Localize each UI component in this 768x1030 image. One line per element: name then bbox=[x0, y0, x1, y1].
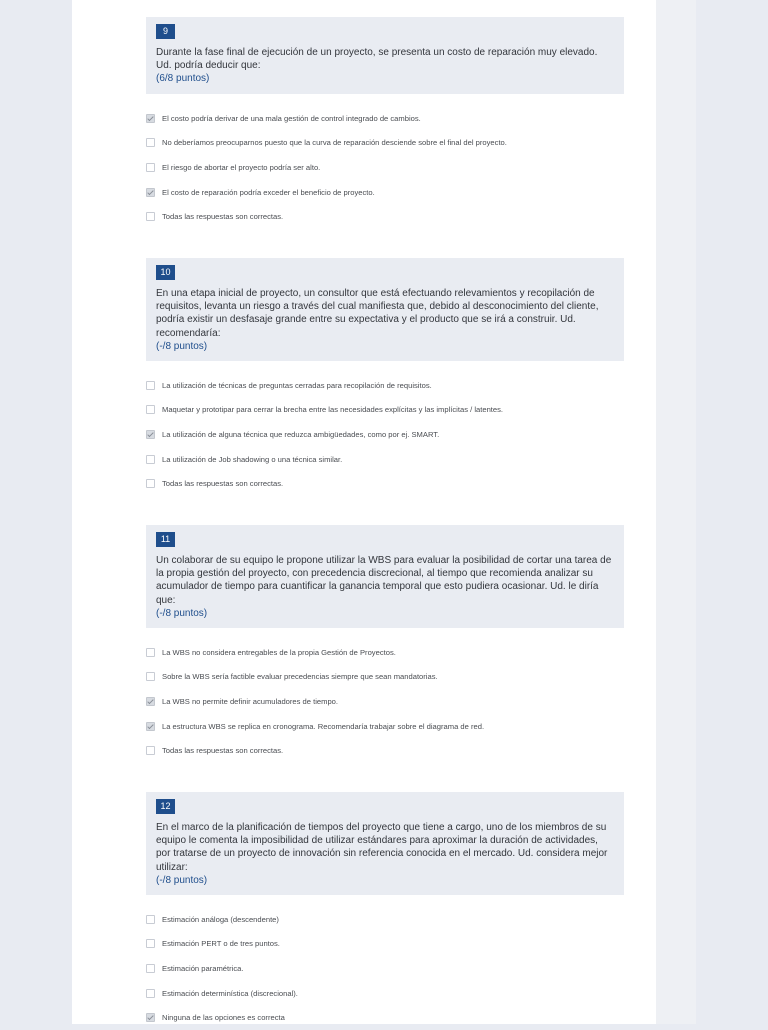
option[interactable] bbox=[146, 981, 624, 1006]
question-text: En el marco de la planificación de tiempos del proyecto que tiene a cargo, uno de los miembros de su equipo le comenta la imposibilidad de utilizar estándares para aproximar la duración de actividades, por tratarse de un proyecto de innovación sin referencia conocida en el mercado. Ud. considera mejor utilizar: bbox=[156, 822, 608, 873]
option-label: No deberíamos preocuparnos puesto que la curva de reparación desciende sobre el final del proyecto. bbox=[162, 138, 507, 148]
option[interactable] bbox=[146, 471, 624, 496]
option-label: Todas las respuestas son correctas. bbox=[162, 479, 284, 489]
option-label: La utilización de alguna técnica que reduzca ambigüedades, como por ej. SMART. bbox=[162, 429, 440, 439]
checkbox[interactable] bbox=[146, 163, 155, 172]
checkbox[interactable] bbox=[146, 648, 155, 657]
option[interactable] bbox=[146, 738, 624, 763]
option-label: Ninguna de las opciones es correcta bbox=[162, 1013, 285, 1023]
question-header bbox=[146, 17, 624, 94]
question-text: Durante la fase final de ejecución de un proyecto, se presenta un costo de reparación muy elevado. Ud. podría deducir que: bbox=[156, 47, 598, 72]
option-list bbox=[146, 640, 624, 763]
checkbox[interactable] bbox=[146, 138, 155, 147]
checkbox[interactable] bbox=[146, 939, 155, 948]
option[interactable] bbox=[146, 956, 624, 981]
option-label: Estimación determinística (discrecional). bbox=[162, 988, 298, 998]
option-label: La WBS no permite definir acumuladores de tiempo. bbox=[162, 696, 339, 706]
checkbox[interactable] bbox=[146, 672, 155, 681]
question-header bbox=[146, 792, 624, 895]
question-number: 11 bbox=[156, 532, 175, 547]
question-points: (6/8 puntos) bbox=[156, 73, 210, 85]
option-label: Maquetar y prototipar para cerrar la brecha entre las necesidades explícitas y las implícitas / latentes. bbox=[162, 405, 504, 415]
option[interactable] bbox=[146, 907, 624, 932]
checkbox[interactable] bbox=[146, 212, 155, 221]
question-number: 12 bbox=[156, 799, 175, 814]
option-label: La estructura WBS se replica en cronograma. Recomendaría trabajar sobre el diagrama de red. bbox=[162, 721, 485, 731]
checkbox[interactable] bbox=[146, 989, 155, 998]
option[interactable] bbox=[146, 1005, 624, 1030]
question-points: (-/8 puntos) bbox=[156, 874, 208, 886]
checkbox[interactable] bbox=[146, 964, 155, 973]
checkbox[interactable] bbox=[146, 746, 155, 755]
checkbox[interactable] bbox=[146, 381, 155, 390]
checkbox[interactable] bbox=[146, 430, 155, 439]
question-10 bbox=[146, 258, 624, 496]
option[interactable] bbox=[146, 422, 624, 447]
option[interactable] bbox=[146, 932, 624, 957]
checkbox[interactable] bbox=[146, 188, 155, 197]
option-list bbox=[146, 106, 624, 229]
option[interactable] bbox=[146, 180, 624, 205]
checkbox[interactable] bbox=[146, 697, 155, 706]
option[interactable] bbox=[146, 398, 624, 423]
checkbox[interactable] bbox=[146, 405, 155, 414]
option[interactable] bbox=[146, 665, 624, 690]
option[interactable] bbox=[146, 714, 624, 739]
checkbox[interactable] bbox=[146, 455, 155, 464]
option-label: La utilización de Job shadowing o una técnica similar. bbox=[162, 454, 343, 464]
checkbox[interactable] bbox=[146, 915, 155, 924]
question-points: (-/8 puntos) bbox=[156, 340, 208, 352]
question-text: En una etapa inicial de proyecto, un consultor que está efectuando relevamientos y recopilación de requisitos, levanta un riesgo a través del cual manifiesta que, debido al desconocimiento del cliente, podría existir un desfasaje grande entre su expectativa y el producto que se irá a construir. Ud. recomendaría: bbox=[156, 288, 599, 339]
option-list bbox=[146, 373, 624, 496]
question-9 bbox=[146, 17, 624, 229]
checkbox[interactable] bbox=[146, 114, 155, 123]
question-12 bbox=[146, 792, 624, 1030]
option[interactable] bbox=[146, 640, 624, 665]
option-label: Estimación PERT o de tres puntos. bbox=[162, 939, 280, 949]
option-label: Sobre la WBS sería factible evaluar precedencias siempre que sean mandatorias. bbox=[162, 672, 438, 682]
option[interactable] bbox=[146, 155, 624, 180]
option[interactable] bbox=[146, 131, 624, 156]
question-header bbox=[146, 258, 624, 361]
checkbox[interactable] bbox=[146, 479, 155, 488]
question-text: Un colaborar de su equipo le propone utilizar la WBS para evaluar la posibilidad de cortar una tarea de la propia gestión del proyecto, con precedencia discrecional, al tiempo que recomienda analizar su acumulador de tiempo para cuantificar la ganancia temporal que esto pudiera ocasionar. Ud. le diría que: bbox=[156, 555, 612, 606]
checkbox[interactable] bbox=[146, 1013, 155, 1022]
checkbox[interactable] bbox=[146, 722, 155, 731]
question-11 bbox=[146, 525, 624, 763]
option-label: La utilización de técnicas de preguntas cerradas para recopilación de requisitos. bbox=[162, 380, 432, 390]
option[interactable] bbox=[146, 689, 624, 714]
question-number: 10 bbox=[156, 265, 175, 280]
question-header bbox=[146, 525, 624, 628]
option-list bbox=[146, 907, 624, 1030]
option-label: El costo de reparación podría exceder el beneficio de proyecto. bbox=[162, 187, 375, 197]
option-label: Todas las respuestas son correctas. bbox=[162, 212, 284, 222]
option-label: Todas las respuestas son correctas. bbox=[162, 746, 284, 756]
question-points: (-/8 puntos) bbox=[156, 607, 208, 619]
option[interactable] bbox=[146, 106, 624, 131]
option[interactable] bbox=[146, 204, 624, 229]
question-number: 9 bbox=[156, 24, 175, 39]
right-margin bbox=[656, 0, 696, 1024]
option-label: Estimación paramétrica. bbox=[162, 963, 244, 973]
option-label: El riesgo de abortar el proyecto podría ser alto. bbox=[162, 162, 321, 172]
option-label: La WBS no considera entregables de la propia Gestión de Proyectos. bbox=[162, 647, 396, 657]
option[interactable] bbox=[146, 447, 624, 472]
option-label: El costo podría derivar de una mala gestión de control integrado de cambios. bbox=[162, 113, 421, 123]
option[interactable] bbox=[146, 373, 624, 398]
option-label: Estimación análoga (descendente) bbox=[162, 914, 279, 924]
